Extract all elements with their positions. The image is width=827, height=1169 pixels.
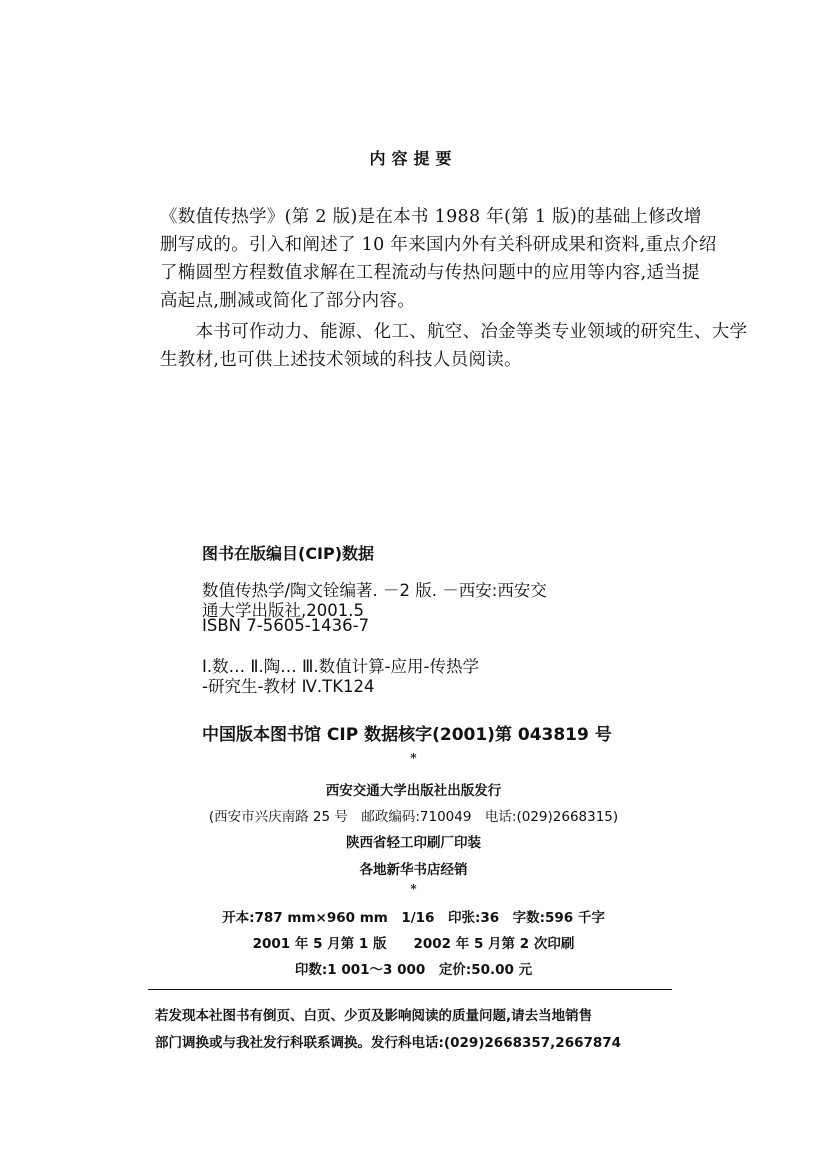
separator-star: * [410, 751, 417, 765]
summary-line: 高起点,删减或简化了部分内容。 [160, 291, 416, 311]
book-format: 开本:787 mm×960 mm 1/16 印张:36 字数:596 千字 [222, 910, 605, 926]
summary-line: 了椭圆型方程数值求解在工程流动与传热问题中的应用等内容,适当提 [160, 263, 700, 283]
summary-title: 内容提要 [369, 149, 458, 168]
cip-subject-line: Ⅰ.数… Ⅱ.陶… Ⅲ.数值计算-应用-传热学 [202, 657, 479, 676]
quality-notice-line: 部门调换或与我社发行科联系调换。发行科电话:(029)2668357,2667874 [155, 1035, 622, 1051]
cip-check-number: 中国版本图书馆 CIP 数据核字(2001)第 043819 号 [202, 725, 612, 745]
quality-notice-line: 若发现本社图书有倒页、白页、少页及影响阅读的质量问题,请去当地销售 [155, 1008, 593, 1024]
summary-line: 删写成的。引入和阐述了 10 年来国内外有关科研成果和资料,重点介绍 [160, 235, 717, 255]
print-run-price: 印数:1 001～3 000 定价:50.00 元 [294, 962, 533, 978]
cip-subject-line: -研究生-教材 Ⅳ.TK124 [202, 677, 375, 696]
edition-info: 2001 年 5 月第 1 版 2002 年 5 月第 2 次印刷 [252, 936, 575, 952]
cip-entry-line: 通大学出版社,2001.5 [202, 601, 364, 620]
publisher-address: (西安市兴庆南路 25 号 邮政编码:710049 电话:(029)2668315) [208, 809, 619, 825]
cip-entry-line: 数值传热学/陶文铨编著. －2 版. －西安:西安交 [202, 581, 547, 600]
cip-heading: 图书在版编目(CIP)数据 [202, 544, 375, 563]
divider-line [148, 989, 672, 990]
summary-line: 本书可作动力、能源、化工、航空、冶金等类专业领域的研究生、大学 [160, 322, 748, 342]
printer-name: 陕西省轻工印刷厂印装 [346, 835, 481, 851]
summary-line: 生教材,也可供上述技术领域的科技人员阅读。 [160, 350, 522, 370]
distributor: 各地新华书店经销 [359, 862, 468, 878]
summary-line: 《数值传热学》(第 2 版)是在本书 1988 年(第 1 版)的基础上修改增 [160, 207, 702, 227]
cip-isbn: ISBN 7-5605-1436-7 [202, 616, 370, 635]
publisher-name: 西安交通大学出版社出版发行 [325, 783, 502, 799]
separator-star: * [410, 882, 417, 896]
